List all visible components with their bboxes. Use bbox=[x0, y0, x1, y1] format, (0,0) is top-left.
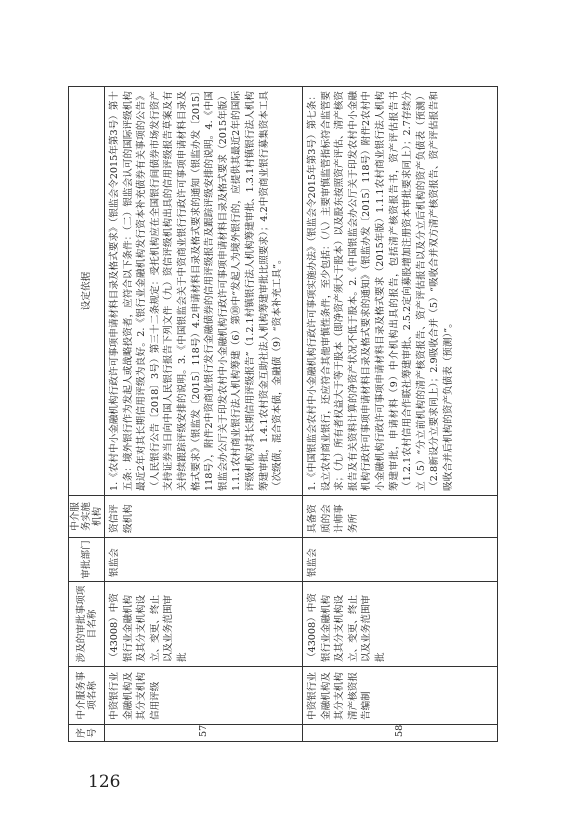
rotated-table-container bbox=[68, 87, 498, 742]
row-seq: 58 bbox=[303, 725, 498, 742]
row-org: 具备资质的会计师事务所 bbox=[303, 496, 498, 538]
regulation-table bbox=[68, 86, 498, 742]
row-org: 资信评级机构 bbox=[105, 496, 303, 538]
table-header-row bbox=[69, 87, 105, 742]
row-basis: 1.《中国银监会农村中小金融机构行政许可事项实施办法》（银监会令2015年第3号）第七条：设立农村商业银行，还应符合其他审慎性条件，至少包括：（八）主要审慎监管指标符合监管要求；（九）所有者权益大于等于股本（即净资产须大于股本）以及股东按照资产评估、清产核资报告及有关资料计算的净资产状况不低于股本。2.《中国银监会办公厅关于印发农村中小金融机构行政许可事项申请材料目录及格式要求的通知》（银监办发〔2015〕118号）附件2农村中小金融机构行政许可事项申请材料目录及格式要求（2015年版）1.1.1农村商业银行法人机构筹建审批，申请材料（9）中介机构出具的报告，包括清产核资报告书，资产评估报告书（1.2.1农村信用合作联社筹建审批、2.5.2定向募股增加注册资本审批要求同上）；2.7存续分立（5）“分立前机构的清产核资报告、资产评估报告以及分立后机构的资产负债表（预测）（2.8新设分立要求同上）；2.9吸收合并（5）“吸收合并双方清产核资报告、资产评估报告和吸收合并后机构的资产负债表（预测）”。 bbox=[303, 87, 498, 496]
row-seq: 57 bbox=[105, 725, 303, 742]
header-service: 中介服务事项名称 bbox=[69, 667, 105, 725]
header-dept: 审批部门 bbox=[69, 538, 105, 582]
row-dept: 银监会 bbox=[303, 538, 498, 582]
page-number: 126 bbox=[88, 772, 121, 792]
header-org: 中介服务实施机构 bbox=[69, 496, 105, 538]
table-row bbox=[105, 87, 303, 742]
table-row bbox=[303, 87, 498, 742]
row-service: 中资银行业金融机构及其分支机构信用评级 bbox=[105, 667, 303, 725]
header-approval: 涉及的审批事项项目名称 bbox=[69, 582, 105, 667]
row-approval: （43008）中资银行业金融机构及其分支机构设立、变更、终止以及业务范围审批 bbox=[303, 582, 498, 667]
row-dept: 银监会 bbox=[105, 538, 303, 582]
row-service: 中资银行业金融机构及其分支机构清产核资报告编制 bbox=[303, 667, 498, 725]
header-seq: 序号 bbox=[69, 725, 105, 742]
header-basis: 设定依据 bbox=[69, 87, 105, 496]
row-approval: （43008）中资银行业金融机构及其分支机构设立、变更、终止以及业务范围审批 bbox=[105, 582, 303, 667]
row-basis: 1.《农村中小金融机构行政许可事项申请材料目录及格式要求》（银监会令2015年第3号）第十五条：境外银行作为发起人或战略投资者，应符合以下条件：（二）银监会认可的国际评级机构最近2年对其长期信用评级为良好。2.《银行业金融机构发行资本补充债券有关事项的公告》（人民银行公告〔2018〕3号）第三十二条规定：受托机构应在全国银行间债券市场发行资产支持证券当日向中国人民银行报告下列文件（九）资信评级机构出具的信用评级报告草案及有关持续跟踪评级安排的说明。3.《中国银监会关于中资商业银行行政许可事项申请材料目录及格式要求》（银监发〔2015〕118号）4.2申请材料目录及格式要求的通知（银监办发〔2015〕118号），附件2中资商业银行发行金融债券的信用评级报告及跟踪评级安排的说明。4.《中国银监会办公厅关于印发农村中小金融机构行政许可事项申请材料目录及格式要求（2015年版）1.1.1农村商业银行法人机构筹建（6）第⑩中“发起人为境外银行的，应提供其最近2年的国际评级机构对其长期信用评级报告”（1.2.1村镇银行法人机构筹建审批、1.3.1村镇银行法人机构筹建审批，1.4.1农村资金互助社法人机构筹建审批比照要求）；4.2中资商业银行募集资本工具（次级债，混合资本债，金融债（9）“资本补充工具”。 bbox=[105, 87, 303, 496]
